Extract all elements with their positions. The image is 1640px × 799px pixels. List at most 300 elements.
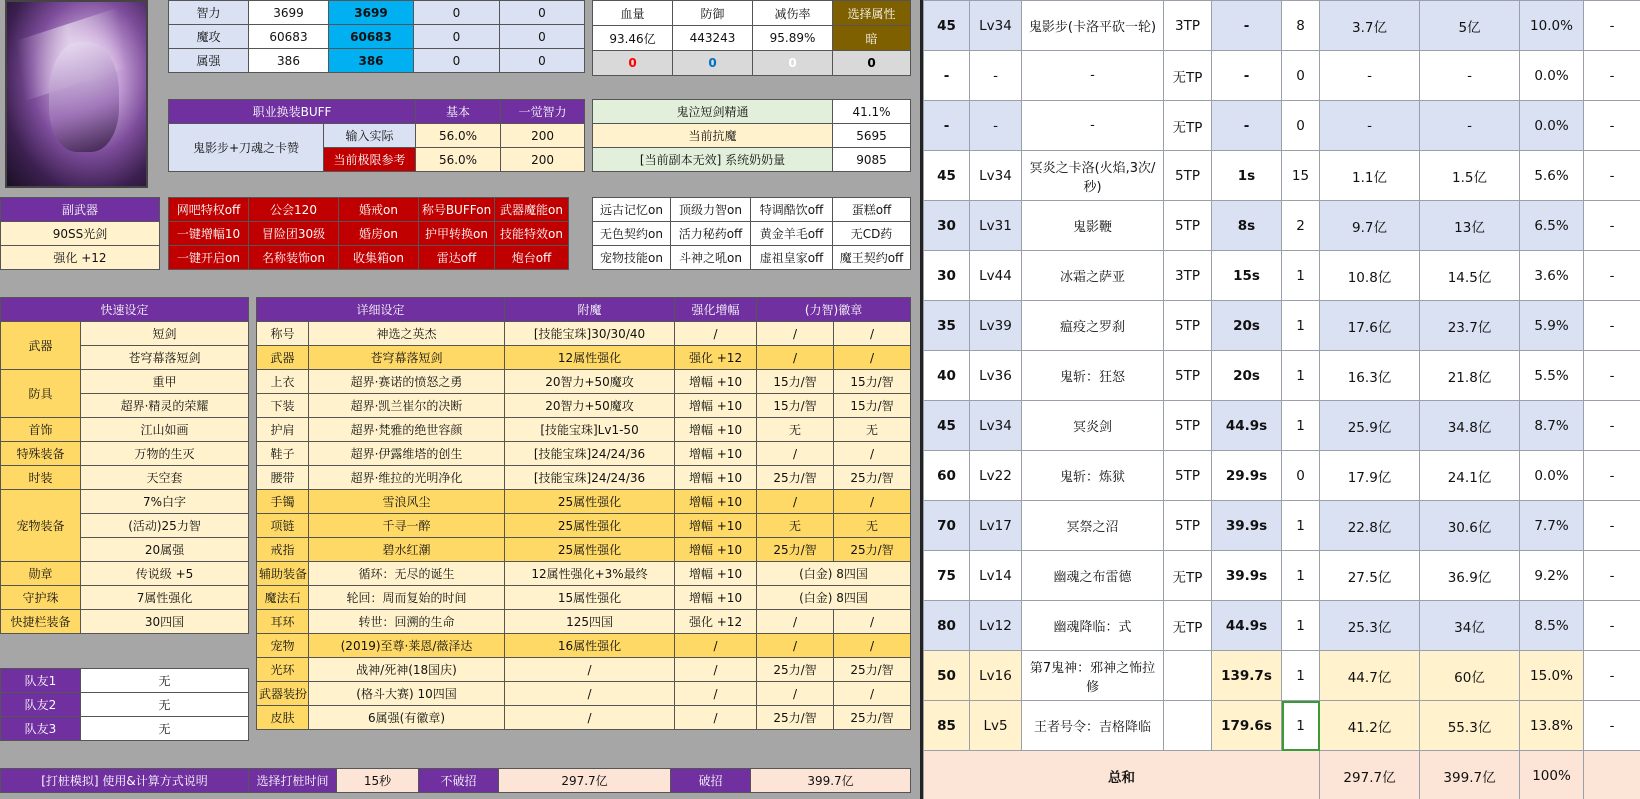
equip-enchant[interactable]: 12属性强化+3%最终: [505, 562, 675, 586]
equip-item[interactable]: 转世：回溯的生命: [309, 610, 505, 634]
equip-emblem[interactable]: /: [834, 610, 911, 634]
skill-row: [924, 251, 1640, 301]
skill-name: 鬼斩：狂怒: [1022, 351, 1164, 401]
skill-row: [924, 301, 1640, 351]
skill-count[interactable]: 8: [1282, 1, 1320, 51]
skill-level: Lv44: [970, 251, 1022, 301]
skill-damage-nobreak: 1.1亿: [1320, 151, 1420, 201]
skill-name: 幽魂之布雷德: [1022, 551, 1164, 601]
skill-extra: -: [1584, 201, 1640, 251]
equip-emblem[interactable]: /: [757, 442, 834, 466]
toggle-button[interactable]: 无色契约on: [593, 222, 671, 246]
toggle-button[interactable]: 黄金羊毛off: [751, 222, 833, 246]
quick-setting-value[interactable]: 苍穹幕落短剑: [81, 346, 249, 370]
equip-amplify[interactable]: /: [675, 682, 757, 706]
equip-emblem[interactable]: /: [757, 490, 834, 514]
toggle-button[interactable]: 婚戒on: [339, 198, 419, 222]
skill-level: Lv17: [970, 501, 1022, 551]
equip-enchant[interactable]: [技能宝珠]24/24/36: [505, 442, 675, 466]
equip-amplify[interactable]: /: [675, 658, 757, 682]
skill-level: Lv34: [970, 151, 1022, 201]
equip-amplify[interactable]: 增幅 +10: [675, 586, 757, 610]
equip-emblem[interactable]: /: [834, 490, 911, 514]
equip-amplify[interactable]: 增幅 +10: [675, 490, 757, 514]
toggle-button[interactable]: 魔王契约off: [833, 246, 911, 270]
skill-row: [924, 101, 1640, 151]
equip-enchant[interactable]: 25属性强化: [505, 538, 675, 562]
equip-amplify[interactable]: 增幅 +10: [675, 514, 757, 538]
toggle-button[interactable]: 公会120: [249, 198, 339, 222]
quick-setting-value[interactable]: 超界·精灵的荣耀: [81, 394, 249, 418]
equip-emblem[interactable]: 15力/智: [757, 370, 834, 394]
skill-level: Lv36: [970, 351, 1022, 401]
skill-row: [924, 201, 1640, 251]
skill-level: Lv16: [970, 651, 1022, 701]
skill-percent: 7.7%: [1520, 501, 1584, 551]
stat-total: 60683: [329, 25, 414, 49]
skill-name: 冰霜之萨亚: [1022, 251, 1164, 301]
buff-input-int[interactable]: 200: [501, 124, 585, 148]
skill-damage-break: 30.6亿: [1420, 501, 1520, 551]
skill-tp[interactable]: [1164, 701, 1212, 751]
equip-amplify[interactable]: 增幅 +10: [675, 442, 757, 466]
quick-setting-label: 快捷栏装备: [1, 610, 81, 634]
toggle-button[interactable]: 远古记忆on: [593, 198, 671, 222]
skill-tp[interactable]: 5TP: [1164, 351, 1212, 401]
quick-setting-value[interactable]: 江山如画: [81, 418, 249, 442]
skill-damage-break: 24.1亿: [1420, 451, 1520, 501]
toggle-button[interactable]: 特调酷饮off: [751, 198, 833, 222]
skill-count[interactable]: 1: [1282, 351, 1320, 401]
buff-ref-label: 当前极限参考: [324, 148, 416, 172]
detail-row: [257, 370, 911, 394]
equip-emblem[interactable]: (白金) 8四国: [757, 586, 911, 610]
equip-slot: 下装: [257, 394, 309, 418]
skill-count[interactable]: 15: [1282, 151, 1320, 201]
toggle-button[interactable]: 宠物技能on: [593, 246, 671, 270]
skill-level: Lv34: [970, 1, 1022, 51]
skill-count[interactable]: 0: [1282, 451, 1320, 501]
skill-tp[interactable]: 5TP: [1164, 151, 1212, 201]
stat-label: 智力: [169, 1, 249, 25]
skill-damage-nobreak: 17.6亿: [1320, 301, 1420, 351]
break-label: 破招: [671, 769, 751, 793]
equip-amplify[interactable]: 强化 +12: [675, 610, 757, 634]
equip-emblem[interactable]: 25力/智: [757, 706, 834, 730]
quick-setting-value[interactable]: 短剑: [81, 322, 249, 346]
skill-name: 鬼影鞭: [1022, 201, 1164, 251]
skill-level-req: 35: [924, 301, 970, 351]
equip-emblem[interactable]: /: [757, 322, 834, 346]
equip-item[interactable]: (格斗大赛) 10四国: [309, 682, 505, 706]
quick-setting-value[interactable]: 传说级 +5: [81, 562, 249, 586]
skill-name: 冥炎剑: [1022, 401, 1164, 451]
toggle-button[interactable]: 斗神之吼on: [671, 246, 751, 270]
stat-extra-b: 0: [500, 49, 585, 73]
toggle-button[interactable]: 名称装饰on: [249, 246, 339, 270]
skill-damage-nobreak: 44.7亿: [1320, 651, 1420, 701]
toggle-button[interactable]: 无CD药: [833, 222, 911, 246]
toggle-button[interactable]: 炮台off: [495, 246, 569, 270]
skill-level-req: 70: [924, 501, 970, 551]
toggle-button[interactable]: 活力秘药off: [671, 222, 751, 246]
stat-base: 60683: [249, 25, 329, 49]
quick-setting-value[interactable]: 30四国: [81, 610, 249, 634]
quick-setting-value[interactable]: 20属强: [81, 538, 249, 562]
detail-row: [257, 706, 911, 730]
skill-tp[interactable]: 3TP: [1164, 1, 1212, 51]
toggle-button[interactable]: 婚房on: [339, 222, 419, 246]
quick-setting-value[interactable]: 7属性强化: [81, 586, 249, 610]
equip-enchant[interactable]: [技能宝珠]Lv1-50: [505, 418, 675, 442]
equip-item[interactable]: 战神/死神(18国庆): [309, 658, 505, 682]
skill-cooldown: 8s: [1212, 201, 1282, 251]
mastery-value: 9085: [833, 148, 911, 172]
equip-emblem[interactable]: 无: [834, 418, 911, 442]
skill-row: [924, 601, 1640, 651]
toggle-button[interactable]: 武器魔能on: [495, 198, 569, 222]
skill-row: [924, 51, 1640, 101]
equip-amplify[interactable]: 增幅 +10: [675, 538, 757, 562]
detail-row: [257, 322, 911, 346]
skill-count[interactable]: 1: [1282, 551, 1320, 601]
toggle-button[interactable]: 网吧特权off: [169, 198, 249, 222]
equip-emblem[interactable]: 25力/智: [834, 706, 911, 730]
equip-emblem[interactable]: /: [757, 346, 834, 370]
skill-extra: -: [1584, 1, 1640, 51]
equip-emblem[interactable]: /: [834, 634, 911, 658]
detail-row: [257, 538, 911, 562]
quick-setting-label: 时装: [1, 466, 81, 490]
equip-emblem[interactable]: /: [834, 346, 911, 370]
equip-emblem[interactable]: 15力/智: [834, 370, 911, 394]
skill-damage-nobreak: 16.3亿: [1320, 351, 1420, 401]
equip-enchant[interactable]: /: [505, 706, 675, 730]
skill-cooldown: 44.9s: [1212, 601, 1282, 651]
skill-damage-nobreak: 25.9亿: [1320, 401, 1420, 451]
skill-count[interactable]: 1: [1282, 601, 1320, 651]
equip-enchant[interactable]: /: [505, 658, 675, 682]
skill-tp[interactable]: 5TP: [1164, 501, 1212, 551]
equip-item[interactable]: 雪浪风尘: [309, 490, 505, 514]
detail-row: [257, 610, 911, 634]
skill-row: [924, 1, 1640, 51]
detail-row: [257, 346, 911, 370]
equip-amplify[interactable]: 增幅 +10: [675, 418, 757, 442]
equip-slot: 宠物: [257, 634, 309, 658]
skill-percent: 3.6%: [1520, 251, 1584, 301]
buff-input-basic[interactable]: 56.0%: [416, 124, 501, 148]
mastery-label: [当前副本无效] 系统奶奶量: [593, 148, 833, 172]
stat-extra-a: 0: [414, 1, 500, 25]
equip-slot: 耳环: [257, 610, 309, 634]
skill-count[interactable]: 2: [1282, 201, 1320, 251]
equip-enchant[interactable]: 12属性强化: [505, 346, 675, 370]
skill-count[interactable]: 1: [1282, 401, 1320, 451]
defense-header[interactable]: 选择属性: [833, 1, 911, 26]
skill-level-req: -: [924, 51, 970, 101]
toggle-button[interactable]: 蛋糕off: [833, 198, 911, 222]
equip-enchant[interactable]: 20智力+50魔攻: [505, 394, 675, 418]
subweapon-header: 副武器: [1, 198, 160, 222]
skill-name: 鬼斩：炼狱: [1022, 451, 1164, 501]
skill-level-req: 45: [924, 401, 970, 451]
equip-enchant[interactable]: 16属性强化: [505, 634, 675, 658]
nobreak-value: 297.7亿: [499, 769, 671, 793]
skill-damage-nobreak: 41.2亿: [1320, 701, 1420, 751]
skill-count[interactable]: 0: [1282, 101, 1320, 151]
toggle-button[interactable]: 一键开启on: [169, 246, 249, 270]
skill-level-req: 60: [924, 451, 970, 501]
total-label: 总和: [924, 751, 1320, 799]
skill-percent: 10.0%: [1520, 1, 1584, 51]
skill-name: 王者号令：吉格降临: [1022, 701, 1164, 751]
equip-item[interactable]: 超界·伊露维塔的创生: [309, 442, 505, 466]
equip-emblem[interactable]: (白金) 8四国: [757, 562, 911, 586]
equip-item[interactable]: (2019)至尊·莱恩/薇泽达: [309, 634, 505, 658]
equip-item[interactable]: 循环：无尽的诞生: [309, 562, 505, 586]
skill-tp[interactable]: 无TP: [1164, 51, 1212, 101]
buff-header: 职业换装BUFF: [169, 100, 416, 124]
time-select[interactable]: 15秒: [337, 769, 419, 793]
equip-item[interactable]: 千寻一醉: [309, 514, 505, 538]
job-buff-table: [168, 99, 585, 172]
element-count: 0: [753, 51, 833, 76]
equip-enchant[interactable]: /: [505, 682, 675, 706]
equip-emblem[interactable]: 15力/智: [834, 394, 911, 418]
toggle-button[interactable]: 虚祖皇家off: [751, 246, 833, 270]
detail-row: [257, 418, 911, 442]
time-label: 选择打桩时间: [249, 769, 337, 793]
skill-tp[interactable]: 无TP: [1164, 101, 1212, 151]
teammate-value[interactable]: 无: [81, 717, 249, 741]
equip-item[interactable]: 碧水红潮: [309, 538, 505, 562]
subweapon-name[interactable]: 90SS光剑: [1, 222, 160, 246]
toggle-button[interactable]: 护甲转换on: [419, 222, 495, 246]
equip-emblem[interactable]: 25力/智: [834, 538, 911, 562]
skill-name: 冥炎之卡洛(火焰,3次/秒): [1022, 151, 1164, 201]
stat-total: 386: [329, 49, 414, 73]
total-percent: 100%: [1520, 751, 1584, 799]
skill-damage-nobreak: 27.5亿: [1320, 551, 1420, 601]
skill-tp[interactable]: 无TP: [1164, 551, 1212, 601]
skill-name: 幽魂降临：式: [1022, 601, 1164, 651]
skill-row: [924, 151, 1640, 201]
nobreak-label: 不破招: [419, 769, 499, 793]
defense-value: 93.46亿: [593, 26, 673, 51]
equip-item[interactable]: 6属强(有徽章): [309, 706, 505, 730]
quick-setting-label: 首饰: [1, 418, 81, 442]
defense-value: 95.89%: [753, 26, 833, 51]
skill-damage-break: 23.7亿: [1420, 301, 1520, 351]
white-toggle-grid: [592, 197, 911, 270]
stat-extra-b: 0: [500, 25, 585, 49]
skill-extra: -: [1584, 401, 1640, 451]
skill-count[interactable]: 1: [1282, 501, 1320, 551]
stats-row: [169, 25, 585, 49]
toggle-button[interactable]: 技能特效on: [495, 222, 569, 246]
skill-tp[interactable]: 无TP: [1164, 601, 1212, 651]
stat-label: 魔攻: [169, 25, 249, 49]
detail-header: (力智)徽章: [757, 298, 911, 322]
equip-emblem[interactable]: 15力/智: [757, 394, 834, 418]
skill-percent: 5.5%: [1520, 351, 1584, 401]
equip-item[interactable]: 超界·赛诺的愤怒之勇: [309, 370, 505, 394]
red-toggle-grid: [168, 197, 569, 270]
equip-item[interactable]: 苍穹幕落短剑: [309, 346, 505, 370]
buff-skill: 鬼影步+刀魂之卡赞: [169, 124, 324, 172]
equip-enchant[interactable]: [技能宝珠]24/24/36: [505, 466, 675, 490]
quick-setting-value[interactable]: 万物的生灭: [81, 442, 249, 466]
skill-count[interactable]: 1: [1282, 651, 1320, 701]
skill-damage-break: 14.5亿: [1420, 251, 1520, 301]
skill-percent: 5.9%: [1520, 301, 1584, 351]
bottom-summary-bar: [0, 768, 911, 793]
skill-damage-break: 36.9亿: [1420, 551, 1520, 601]
skills-table: [923, 0, 1640, 799]
skill-count[interactable]: 1: [1282, 701, 1320, 751]
total-break: 399.7亿: [1420, 751, 1520, 799]
quick-setting-label: 武器: [1, 322, 81, 370]
equip-amplify[interactable]: 增幅 +10: [675, 562, 757, 586]
skill-cooldown: -: [1212, 51, 1282, 101]
equip-slot: 称号: [257, 322, 309, 346]
equip-amplify[interactable]: 增幅 +10: [675, 466, 757, 490]
element-select[interactable]: 暗: [833, 26, 911, 51]
equip-emblem[interactable]: /: [757, 682, 834, 706]
equip-enchant[interactable]: 20智力+50魔攻: [505, 370, 675, 394]
skill-tp[interactable]: 5TP: [1164, 451, 1212, 501]
equip-item[interactable]: 神选之英杰: [309, 322, 505, 346]
stat-total: 3699: [329, 1, 414, 25]
teammate-value[interactable]: 无: [81, 693, 249, 717]
quick-setting-value[interactable]: 7%白字: [81, 490, 249, 514]
skill-level: Lv39: [970, 301, 1022, 351]
skill-damage-break: -: [1420, 51, 1520, 101]
total-extra: [1584, 751, 1640, 799]
equip-enchant[interactable]: 25属性强化: [505, 514, 675, 538]
equip-amplify[interactable]: 增幅 +10: [675, 370, 757, 394]
equip-enchant[interactable]: 15属性强化: [505, 586, 675, 610]
toggle-button[interactable]: 一键增幅10: [169, 222, 249, 246]
detail-settings-table: [256, 297, 911, 730]
equip-emblem[interactable]: /: [834, 442, 911, 466]
skill-tp[interactable]: 5TP: [1164, 301, 1212, 351]
skill-cooldown: -: [1212, 101, 1282, 151]
skill-cooldown: 29.9s: [1212, 451, 1282, 501]
equip-emblem[interactable]: 25力/智: [834, 658, 911, 682]
stat-extra-b: 0: [500, 1, 585, 25]
equip-emblem[interactable]: /: [834, 682, 911, 706]
skill-level-req: 85: [924, 701, 970, 751]
equip-enchant[interactable]: 25属性强化: [505, 490, 675, 514]
toggle-button[interactable]: 称号BUFFon: [419, 198, 495, 222]
stat-extra-a: 0: [414, 25, 500, 49]
skill-count[interactable]: 1: [1282, 301, 1320, 351]
toggle-button[interactable]: 顶级力智on: [671, 198, 751, 222]
skill-row: [924, 351, 1640, 401]
skill-extra: -: [1584, 301, 1640, 351]
equip-slot: 项链: [257, 514, 309, 538]
quick-setting-label: 勋章: [1, 562, 81, 586]
equip-amplify[interactable]: 增幅 +10: [675, 394, 757, 418]
quick-setting-value[interactable]: 重甲: [81, 370, 249, 394]
subweapon-enhance[interactable]: 强化 +12: [1, 246, 160, 270]
skill-level: Lv12: [970, 601, 1022, 651]
skill-damage-break: 34.8亿: [1420, 401, 1520, 451]
toggle-button[interactable]: 冒险团30级: [249, 222, 339, 246]
element-count: 0: [673, 51, 753, 76]
toggle-button[interactable]: 收集箱on: [339, 246, 419, 270]
skill-name: 冥祭之沼: [1022, 501, 1164, 551]
equip-emblem[interactable]: 25力/智: [757, 538, 834, 562]
stats-row: [169, 1, 585, 25]
quick-setting-label: 防具: [1, 370, 81, 418]
equip-amplify[interactable]: /: [675, 706, 757, 730]
equip-emblem[interactable]: 25力/智: [757, 466, 834, 490]
skill-count[interactable]: 1: [1282, 251, 1320, 301]
equip-enchant[interactable]: 125四国: [505, 610, 675, 634]
skill-damage-nobreak: 10.8亿: [1320, 251, 1420, 301]
detail-row: [257, 658, 911, 682]
equip-slot: 光环: [257, 658, 309, 682]
equip-amplify[interactable]: /: [675, 634, 757, 658]
skill-extra: -: [1584, 351, 1640, 401]
skill-tp[interactable]: 5TP: [1164, 401, 1212, 451]
skill-extra: -: [1584, 701, 1640, 751]
equip-slot: 皮肤: [257, 706, 309, 730]
equip-item[interactable]: 超界·梵雅的绝世容颜: [309, 418, 505, 442]
equip-item[interactable]: 超界·凯兰崔尔的决断: [309, 394, 505, 418]
skill-row: [924, 651, 1640, 701]
equip-emblem[interactable]: 25力/智: [834, 466, 911, 490]
stats-table: [168, 0, 585, 73]
toggle-button[interactable]: 雷达off: [419, 246, 495, 270]
teammate-value[interactable]: 无: [81, 669, 249, 693]
skill-level-req: 30: [924, 251, 970, 301]
quick-setting-value[interactable]: (活动)25力智: [81, 514, 249, 538]
equip-enchant[interactable]: [技能宝珠]30/30/40: [505, 322, 675, 346]
skill-damage-nobreak: 3.7亿: [1320, 1, 1420, 51]
equip-emblem[interactable]: /: [757, 610, 834, 634]
equip-amplify[interactable]: 强化 +12: [675, 346, 757, 370]
skill-extra: -: [1584, 151, 1640, 201]
skill-tp[interactable]: 3TP: [1164, 251, 1212, 301]
skill-count[interactable]: 0: [1282, 51, 1320, 101]
skill-cooldown: 179.6s: [1212, 701, 1282, 751]
equip-emblem[interactable]: 无: [757, 418, 834, 442]
skill-level: Lv14: [970, 551, 1022, 601]
equip-emblem[interactable]: 25力/智: [757, 658, 834, 682]
equip-item[interactable]: 轮回：周而复始的时间: [309, 586, 505, 610]
skill-damage-nobreak: -: [1320, 101, 1420, 151]
stat-base: 386: [249, 49, 329, 73]
equip-emblem[interactable]: 无: [757, 514, 834, 538]
guide-link[interactable]: [打桩模拟] 使用&计算方式说明: [1, 769, 249, 793]
skill-tp[interactable]: 5TP: [1164, 201, 1212, 251]
equip-emblem[interactable]: /: [834, 322, 911, 346]
quick-setting-value[interactable]: 天空套: [81, 466, 249, 490]
equip-amplify[interactable]: /: [675, 322, 757, 346]
skill-name: 瘟疫之罗刹: [1022, 301, 1164, 351]
skill-level-req: 75: [924, 551, 970, 601]
equip-emblem[interactable]: /: [757, 634, 834, 658]
skill-row: [924, 401, 1640, 451]
equip-slot: 魔法石: [257, 586, 309, 610]
equip-emblem[interactable]: 无: [834, 514, 911, 538]
skill-tp[interactable]: [1164, 651, 1212, 701]
equip-item[interactable]: 超界·维拉的光明净化: [309, 466, 505, 490]
